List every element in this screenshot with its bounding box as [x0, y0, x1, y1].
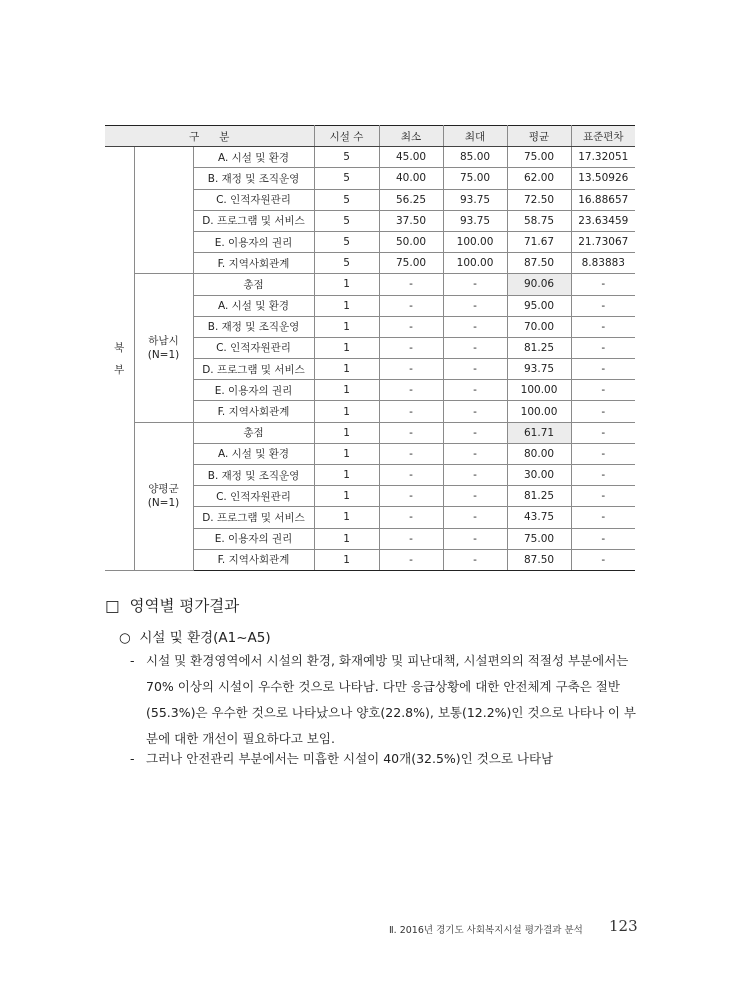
bullet-text: 시설 및 환경영역에서 시설의 환경, 화재예방 및 피난대책, 시설편의의 적절성 부분에서는 70% 이상의 시설이 우수한 것으로 나타남. 다만 응급상황에 대한 안전체계 구축은 절반(55.3%)은 우수한 것으로 나타났으나 양호(22.8%), 보통(12.2%)인 것으로 나타나 이 부분에 대한 개선이 필요하다고 보임.	[146, 653, 636, 746]
table-cell: -	[443, 486, 507, 507]
row-label: A. 시설 및 환경	[193, 443, 314, 464]
table-cell: 58.75	[507, 210, 571, 231]
region-cell: 북 부	[105, 147, 134, 571]
subheading: ○ 시설 및 환경(A1~A5)	[119, 630, 271, 646]
table-cell: -	[571, 528, 635, 549]
table-cell: 16.88657	[571, 189, 635, 210]
group-cell	[134, 147, 193, 274]
table-cell: -	[571, 274, 635, 295]
header-category: 구 분	[105, 126, 314, 147]
table-cell: 1	[314, 443, 379, 464]
table-cell: -	[571, 507, 635, 528]
table-header-row	[105, 126, 635, 147]
table-cell: -	[443, 549, 507, 570]
table-cell: 5	[314, 253, 379, 274]
table-cell: -	[571, 549, 635, 570]
table-cell: -	[443, 401, 507, 422]
statistics-table	[105, 125, 635, 571]
table-cell: -	[379, 549, 443, 570]
table-cell: 87.50	[507, 253, 571, 274]
table-cell: -	[571, 337, 635, 358]
bullet-item	[130, 648, 640, 752]
table-cell: 43.75	[507, 507, 571, 528]
row-label: A. 시설 및 환경	[193, 147, 314, 168]
row-label: C. 인적자원관리	[193, 486, 314, 507]
table-cell: 17.32051	[571, 147, 635, 168]
bullet-dash: -	[130, 653, 135, 668]
table-cell: -	[443, 528, 507, 549]
table-cell: -	[571, 359, 635, 380]
row-label: B. 재정 및 조직운영	[193, 316, 314, 337]
table-cell: -	[443, 359, 507, 380]
table-cell: -	[379, 274, 443, 295]
header-count: 시설 수	[314, 126, 379, 147]
table-cell: 1	[314, 549, 379, 570]
table-cell: 1	[314, 274, 379, 295]
table-cell: 95.00	[507, 295, 571, 316]
table-cell: 93.75	[507, 359, 571, 380]
table-cell: 85.00	[443, 147, 507, 168]
row-label: C. 인적자원관리	[193, 337, 314, 358]
row-label: B. 재정 및 조직운영	[193, 465, 314, 486]
header-max: 최대	[443, 126, 507, 147]
table-cell: 5	[314, 147, 379, 168]
table-cell: -	[443, 443, 507, 464]
row-label: D. 프로그램 및 서비스	[193, 359, 314, 380]
table-cell: 1	[314, 316, 379, 337]
table-cell: -	[571, 486, 635, 507]
table-cell: 1	[314, 359, 379, 380]
table-cell: 72.50	[507, 189, 571, 210]
table-cell: 87.50	[507, 549, 571, 570]
header-stddev: 표준편차	[571, 126, 635, 147]
table-cell: -	[571, 422, 635, 443]
table-cell: -	[379, 528, 443, 549]
table-cell: 90.06	[507, 274, 571, 295]
table-cell: 70.00	[507, 316, 571, 337]
table-cell: -	[379, 465, 443, 486]
table-cell: 5	[314, 168, 379, 189]
table-cell: 93.75	[443, 189, 507, 210]
table-cell: 8.83883	[571, 253, 635, 274]
table-cell: 5	[314, 189, 379, 210]
table-cell: -	[571, 443, 635, 464]
table-row	[105, 274, 635, 295]
table-cell: -	[571, 316, 635, 337]
table-cell: 100.00	[507, 380, 571, 401]
row-label: F. 지역사회관계	[193, 549, 314, 570]
row-label: D. 프로그램 및 서비스	[193, 507, 314, 528]
table-row	[105, 422, 635, 443]
table-cell: -	[379, 316, 443, 337]
bullet-dash: -	[130, 751, 135, 766]
table-cell: 61.71	[507, 422, 571, 443]
table-cell: 5	[314, 231, 379, 252]
table-cell: -	[443, 316, 507, 337]
row-label: C. 인적자원관리	[193, 189, 314, 210]
section-title: □ 영역별 평가결과	[105, 597, 240, 615]
table-cell: 40.00	[379, 168, 443, 189]
table-cell: 62.00	[507, 168, 571, 189]
row-label: F. 지역사회관계	[193, 253, 314, 274]
table-cell: -	[379, 507, 443, 528]
table-cell: 75.00	[507, 528, 571, 549]
bullet-text: 그러나 안전관리 부분에서는 미흡한 시설이 40개(32.5%)인 것으로 나타남	[146, 751, 554, 766]
row-label: E. 이용자의 권리	[193, 528, 314, 549]
table-cell: -	[443, 465, 507, 486]
table-cell: 81.25	[507, 337, 571, 358]
table-cell: 1	[314, 422, 379, 443]
table-cell: 13.50926	[571, 168, 635, 189]
table-cell: -	[571, 295, 635, 316]
table-cell: -	[379, 486, 443, 507]
table-cell: 45.00	[379, 147, 443, 168]
table-cell: -	[443, 507, 507, 528]
table-cell: -	[443, 337, 507, 358]
table-cell: 1	[314, 507, 379, 528]
table-cell: -	[379, 337, 443, 358]
table-cell: -	[571, 465, 635, 486]
table-cell: 75.00	[507, 147, 571, 168]
table-cell: 21.73067	[571, 231, 635, 252]
page-number: 123	[609, 917, 638, 935]
table-cell: -	[571, 380, 635, 401]
table-cell: -	[379, 443, 443, 464]
header-min: 최소	[379, 126, 443, 147]
table-cell: -	[379, 401, 443, 422]
table-cell: -	[571, 401, 635, 422]
table-cell: 100.00	[507, 401, 571, 422]
table-cell: -	[443, 295, 507, 316]
table-cell: 37.50	[379, 210, 443, 231]
table-cell: 5	[314, 210, 379, 231]
table-cell: 1	[314, 295, 379, 316]
table-cell: -	[443, 422, 507, 443]
table-cell: -	[379, 295, 443, 316]
table-cell: 23.63459	[571, 210, 635, 231]
table-cell: -	[443, 380, 507, 401]
table-cell: 50.00	[379, 231, 443, 252]
running-title: Ⅱ. 2016년 경기도 사회복지시설 평가결과 분석	[389, 925, 583, 936]
table-cell: 75.00	[443, 168, 507, 189]
row-label: 총점	[193, 274, 314, 295]
table-cell: -	[379, 380, 443, 401]
row-label: D. 프로그램 및 서비스	[193, 210, 314, 231]
row-label: F. 지역사회관계	[193, 401, 314, 422]
bullet-item	[130, 746, 640, 772]
table-cell: 75.00	[379, 253, 443, 274]
row-label: A. 시설 및 환경	[193, 295, 314, 316]
table-cell: 1	[314, 528, 379, 549]
row-label: E. 이용자의 권리	[193, 231, 314, 252]
table-cell: 56.25	[379, 189, 443, 210]
table-cell: 30.00	[507, 465, 571, 486]
row-label: B. 재정 및 조직운영	[193, 168, 314, 189]
table-cell: 93.75	[443, 210, 507, 231]
table-cell: -	[379, 359, 443, 380]
table-cell: 1	[314, 486, 379, 507]
table-cell: 1	[314, 401, 379, 422]
group-cell: 양평군 (N=1)	[134, 422, 193, 570]
table-cell: 100.00	[443, 253, 507, 274]
group-cell: 하남시 (N=1)	[134, 274, 193, 422]
table-cell: 1	[314, 465, 379, 486]
table-cell: 71.67	[507, 231, 571, 252]
row-label: E. 이용자의 권리	[193, 380, 314, 401]
table-cell: 100.00	[443, 231, 507, 252]
table-row	[105, 147, 635, 168]
row-label: 총점	[193, 422, 314, 443]
table-cell: -	[379, 422, 443, 443]
table-cell: -	[443, 274, 507, 295]
table-cell: 1	[314, 380, 379, 401]
table-cell: 1	[314, 337, 379, 358]
table-cell: 80.00	[507, 443, 571, 464]
table-cell: 81.25	[507, 486, 571, 507]
header-mean: 평균	[507, 126, 571, 147]
